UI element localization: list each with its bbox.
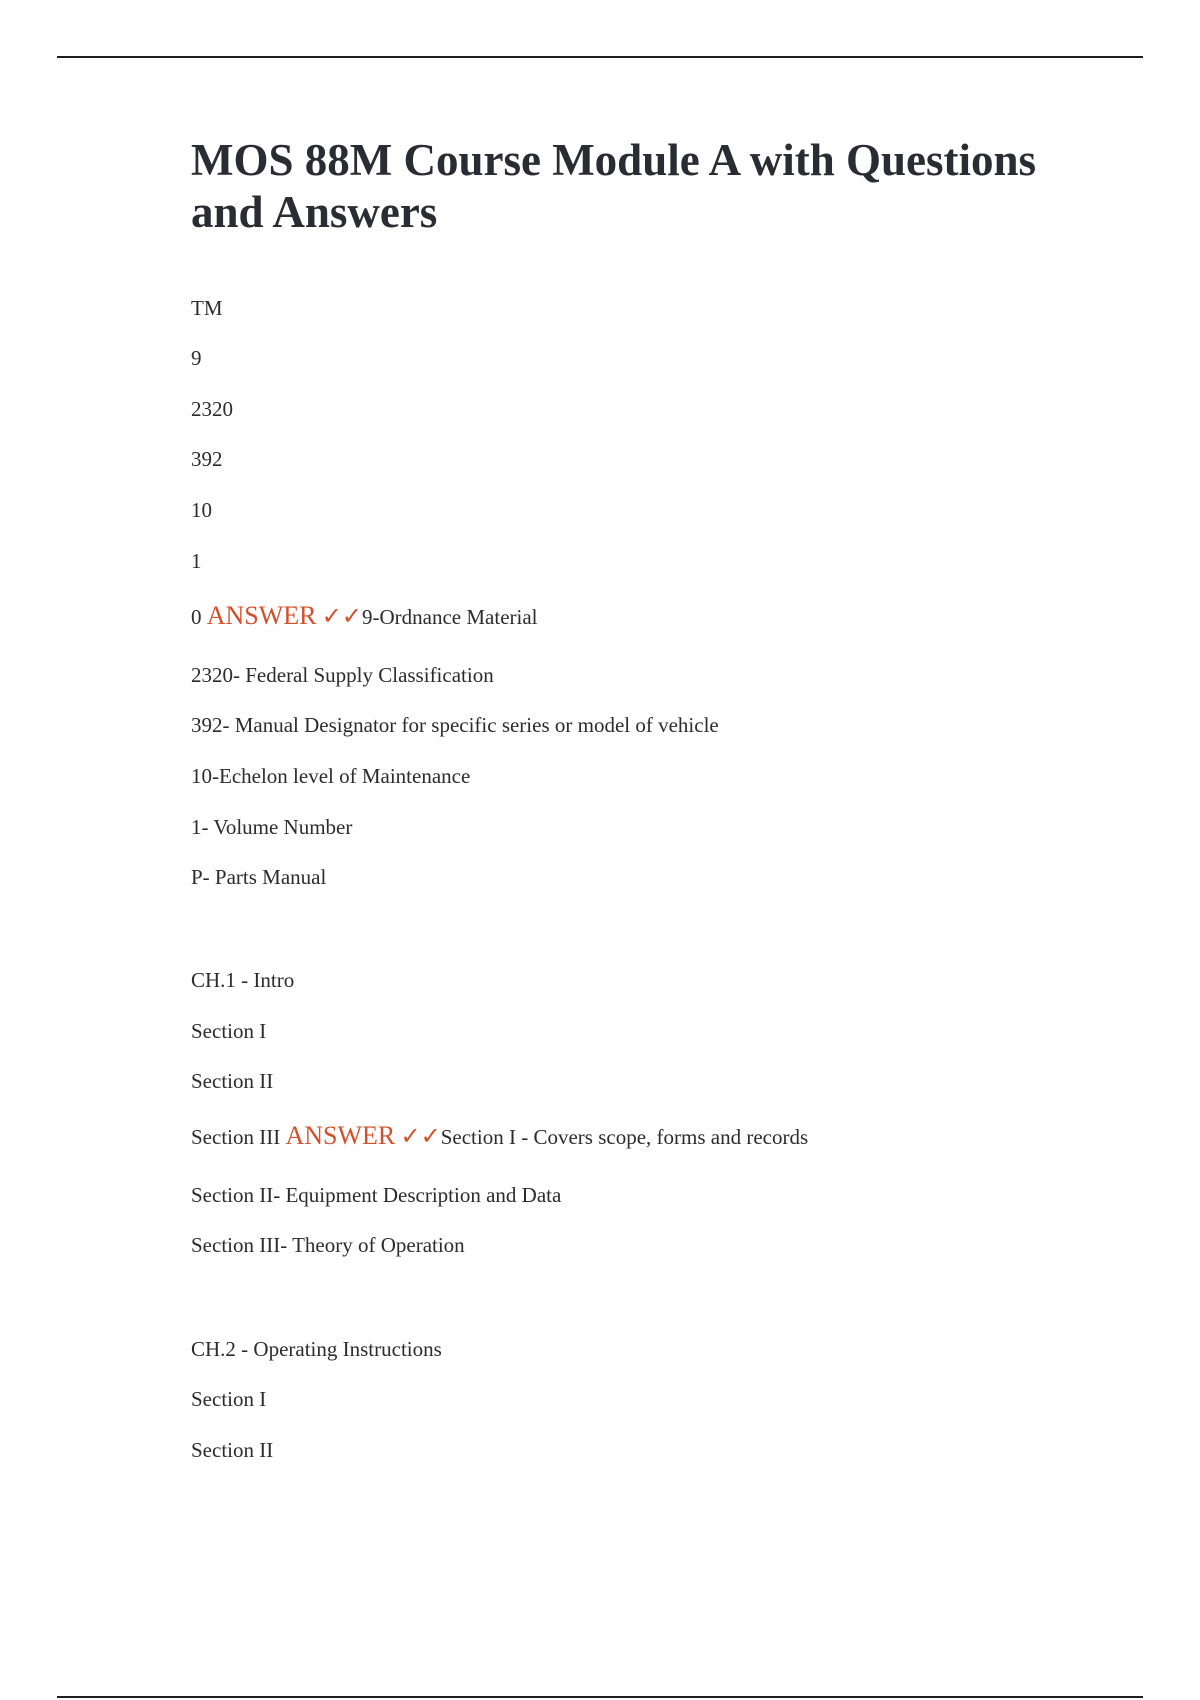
answer-line: 2320- Federal Supply Classification [191, 663, 494, 687]
answer-line: 1- Volume Number [191, 815, 353, 839]
answer-line: Section II- Equipment Description and Data [191, 1183, 562, 1207]
answer-text: Section I - Covers scope, forms and records [440, 1125, 809, 1149]
question-line: Section II [191, 1438, 274, 1462]
question-line: 10 [191, 498, 212, 522]
answer-prefix: Section III [191, 1125, 281, 1149]
question-line: CH.1 - Intro [191, 968, 295, 992]
answer-line: Section III- Theory of Operation [191, 1233, 465, 1257]
check-icon: ✓✓ [321, 604, 362, 630]
answer-label: ANSWER [285, 1121, 396, 1150]
answer-label: ANSWER [206, 601, 317, 630]
answer-line: 392- Manual Designator for specific series or model of vehicle [191, 713, 719, 737]
question-line: 1 [191, 549, 202, 573]
question-line: CH.2 - Operating Instructions [191, 1337, 442, 1361]
question-line: 2320 [191, 397, 233, 421]
answer-line [191, 603, 538, 630]
answer-prefix: 0 [191, 605, 202, 629]
answer-line: 10-Echelon level of Maintenance [191, 764, 471, 788]
bottom-rule [57, 1696, 1143, 1698]
question-line: 9 [191, 346, 202, 370]
check-icon: ✓✓ [400, 1124, 441, 1150]
top-rule [57, 56, 1143, 58]
question-line: Section II [191, 1069, 274, 1093]
answer-text: 9-Ordnance Material [362, 605, 538, 629]
question-line: Section I [191, 1019, 267, 1043]
question-line: 392 [191, 447, 223, 471]
question-line: Section I [191, 1387, 267, 1411]
question-line: TM [191, 296, 223, 320]
page-title: MOS 88M Course Module A with Questions and Answers [191, 135, 1037, 237]
document-body [191, 134, 1091, 1462]
answer-line: P- Parts Manual [191, 865, 327, 889]
answer-line [191, 1123, 808, 1150]
